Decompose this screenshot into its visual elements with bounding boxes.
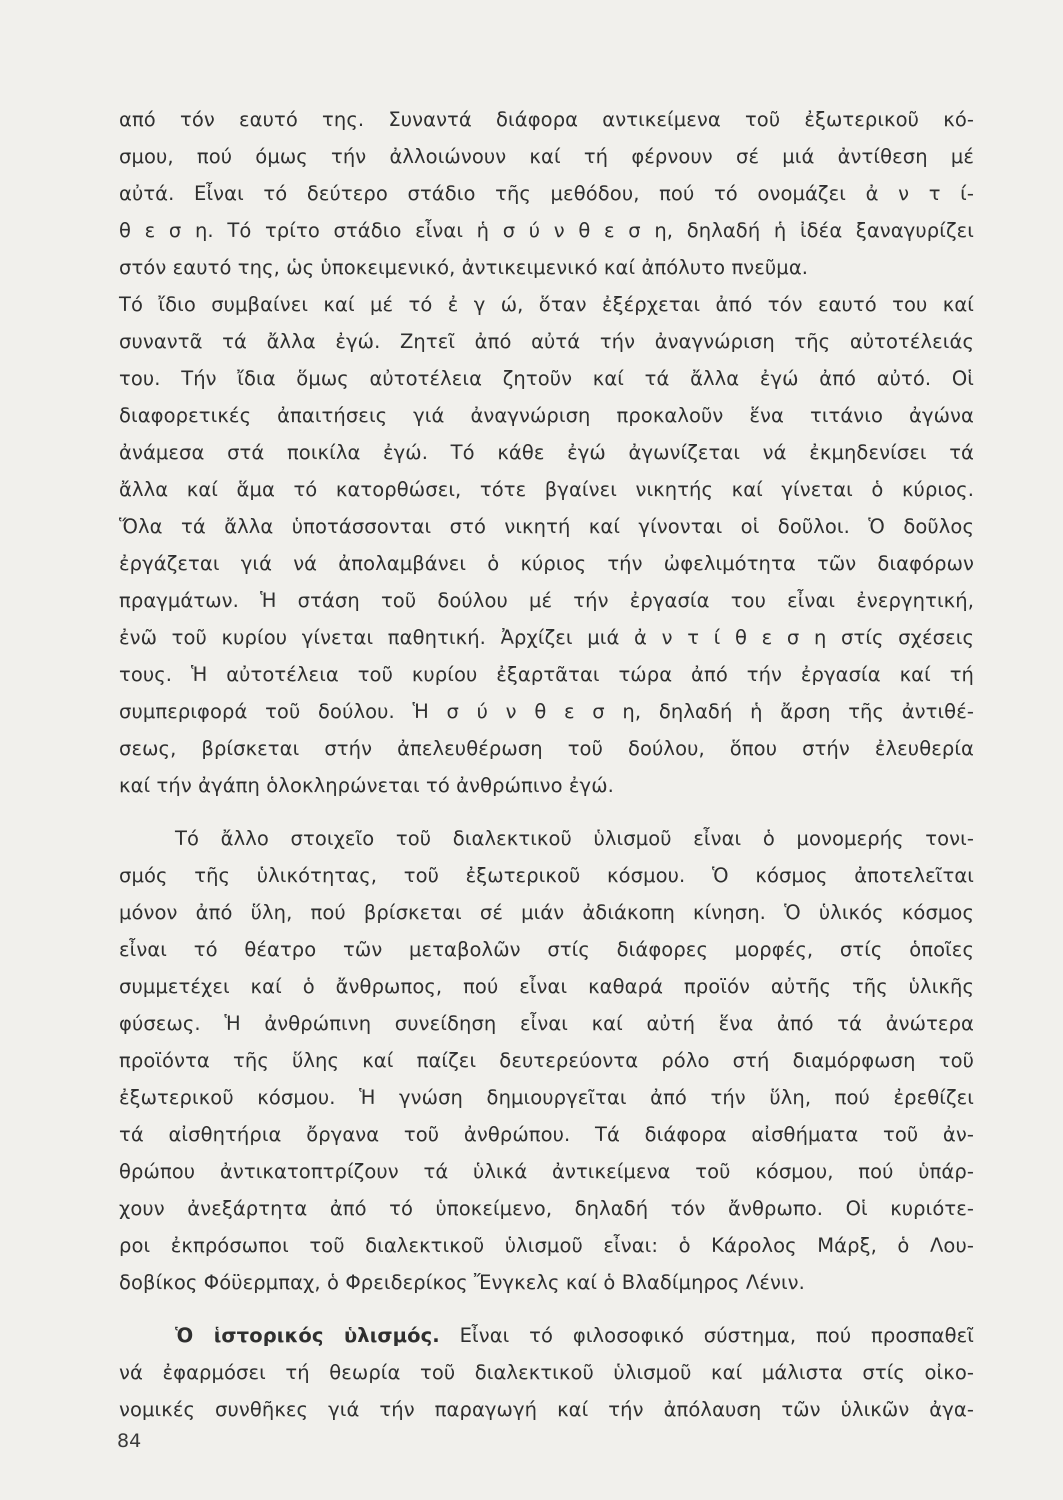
text-line: συναντᾶ τά ἄλλα ἐγώ. Ζητεῖ ἀπό αὐτά τήν ἀναγνώριση τῆς αὐτοτέλειάς (119, 330, 974, 353)
text-line: Ὅλα τά ἄλλα ὑποτάσσονται στό νικητή καί γίνονται οἱ δοῦλοι. Ὁ δοῦλος (119, 515, 974, 538)
text-line: πραγμάτων. Ἡ στάση τοῦ δούλου μέ τήν ἐργασία του εἶναι ἐνεργητική, (119, 589, 974, 612)
text-line: ἐνῶ τοῦ κυρίου γίνεται παθητική. Ἀρχίζει μιά ἀ ν τ ί θ ε σ η στίς σχέσεις (119, 626, 974, 649)
text-line: ἐξωτερικοῦ κόσμου. Ἡ γνώση δημιουργεῖται ἀπό τήν ὕλη, πού ἐρεθίζει (119, 1086, 974, 1109)
text-line: νομικές συνθῆκες γιά τήν παραγωγή καί τήν ἀπόλαυση τῶν ὑλικῶν ἀγα- (119, 1398, 974, 1421)
text-line: συμμετέχει καί ὁ ἄνθρωπος, πού εἶναι καθαρά προϊόν αὐτῆς τῆς ὑλικῆς (119, 975, 974, 998)
text-line: φύσεως. Ἡ ἀνθρώπινη συνείδηση εἶναι καί αὐτή ἕνα ἀπό τά ἀνώτερα (119, 1012, 974, 1035)
section-heading: Ὁ ἱστορικός ὑλισμός. (175, 1324, 440, 1347)
page-number: 84 (117, 1430, 142, 1452)
text-line: καί τήν ἀγάπη ὁλοκληρώνεται τό ἀνθρώπινο ἐγώ. (119, 774, 614, 797)
text-line: μόνον ἀπό ὕλη, πού βρίσκεται σέ μιάν ἀδιάκοπη κίνηση. Ὁ ὑλικός κόσμος (119, 901, 974, 924)
text-line: χουν ἀνεξάρτητα ἀπό τό ὑποκείμενο, δηλαδή τόν ἄνθρωπο. Οἱ κυριότε- (119, 1197, 974, 1220)
text-line: ἄλλα καί ἅμα τό κατορθώσει, τότε βγαίνει νικητής καί γίνεται ὁ κύριος. (119, 478, 974, 501)
text-line: συμπεριφορά τοῦ δούλου. Ἡ σ ύ ν θ ε σ η, δηλαδή ἡ ἄρση τῆς ἀντιθέ- (119, 700, 974, 723)
text-line: από τόν εαυτό της. Συναντά διάφορα αντικείμενα τοῦ ἐξωτερικοῦ κό- (119, 108, 974, 131)
text-line: Τό ἄλλο στοιχεῖο τοῦ διαλεκτικοῦ ὑλισμοῦ εἶναι ὁ μονομερής τονι- (175, 827, 974, 850)
text-line: σμου, πού όμως τήν ἀλλοιώνουν καί τή φέρνουν σέ μιά ἀντίθεση μέ (119, 145, 974, 168)
text-line: τους. Ἡ αὐτοτέλεια τοῦ κυρίου ἐξαρτᾶται τώρα ἀπό τήν ἐργασία καί τή (119, 663, 974, 686)
text-line: θρώπου ἀντικατοπτρίζουν τά ὑλικά ἀντικείμενα τοῦ κόσμου, πού ὑπάρ- (119, 1160, 974, 1183)
text-line: θ ε σ η. Τό τρίτο στάδιο εἶναι ἡ σ ύ ν θ ε σ η, δηλαδή ἡ ἰδέα ξαναγυρίζει (119, 219, 974, 242)
text-line: ἐργάζεται γιά νά ἀπολαμβάνει ὁ κύριος τήν ὠφελιμότητα τῶν διαφόρων (119, 552, 974, 575)
text-line: σμός τῆς ὑλικότητας, τοῦ ἐξωτερικοῦ κόσμου. Ὁ κόσμος ἀποτελεῖται (119, 864, 974, 887)
text-line: του. Τήν ἴδια ὅμως αὐτοτέλεια ζητοῦν καί τά ἄλλα ἐγώ ἀπό αὐτό. Οἱ (119, 367, 974, 390)
text-line (175, 1324, 974, 1348)
text-line: Τό ἴδιο συμβαίνει καί μέ τό ἐ γ ώ, ὅταν ἐξέρχεται ἀπό τόν εαυτό του καί (119, 293, 974, 316)
text-line: στόν εαυτό της, ὡς ὑποκειμενικό, ἀντικειμενικό καί ἀπόλυτο πνεῦμα. (119, 256, 809, 279)
text-line: ροι ἐκπρόσωποι τοῦ διαλεκτικοῦ ὑλισμοῦ εἶναι: ὁ Κάρολος Μάρξ, ὁ Λου- (119, 1234, 974, 1257)
text-line: νά ἐφαρμόσει τή θεωρία τοῦ διαλεκτικοῦ ὑλισμοῦ καί μάλιστα στίς οἰκο- (119, 1361, 974, 1384)
text-line: διαφορετικές ἀπαιτήσεις γιά ἀναγνώριση προκαλοῦν ἕνα τιτάνιο ἀγώνα (119, 404, 974, 427)
text-line: σεως, βρίσκεται στήν ἀπελευθέρωση τοῦ δούλου, ὅπου στήν ἐλευθερία (119, 737, 974, 760)
text-line: προϊόντα τῆς ὕλης καί παίζει δευτερεύοντα ρόλο στή διαμόρφωση τοῦ (119, 1049, 974, 1072)
heading-line-rest: Εἶναι τό φιλοσοφικό σύστημα, πού προσπαθεῖ (439, 1324, 974, 1347)
text-line: εἶναι τό θέατρο τῶν μεταβολῶν στίς διάφορες μορφές, στίς ὁποῖες (119, 938, 974, 961)
text-line: αὐτά. Εἶναι τό δεύτερο στάδιο τῆς μεθόδου, πού τό ονομάζει ἀ ν τ ί- (119, 182, 974, 205)
text-line: τά αἰσθητήρια ὄργανα τοῦ ἀνθρώπου. Τά διάφορα αἰσθήματα τοῦ ἀν- (119, 1123, 974, 1146)
text-line: ἀνάμεσα στά ποικίλα ἐγώ. Τό κάθε ἐγώ ἀγωνίζεται νά ἐκμηδενίσει τά (119, 441, 974, 464)
text-line: δοβίκος Φόϋερμπαχ, ὁ Φρειδερίκος Ἔνγκελς καί ὁ Βλαδίμηρος Λένιν. (119, 1271, 805, 1294)
